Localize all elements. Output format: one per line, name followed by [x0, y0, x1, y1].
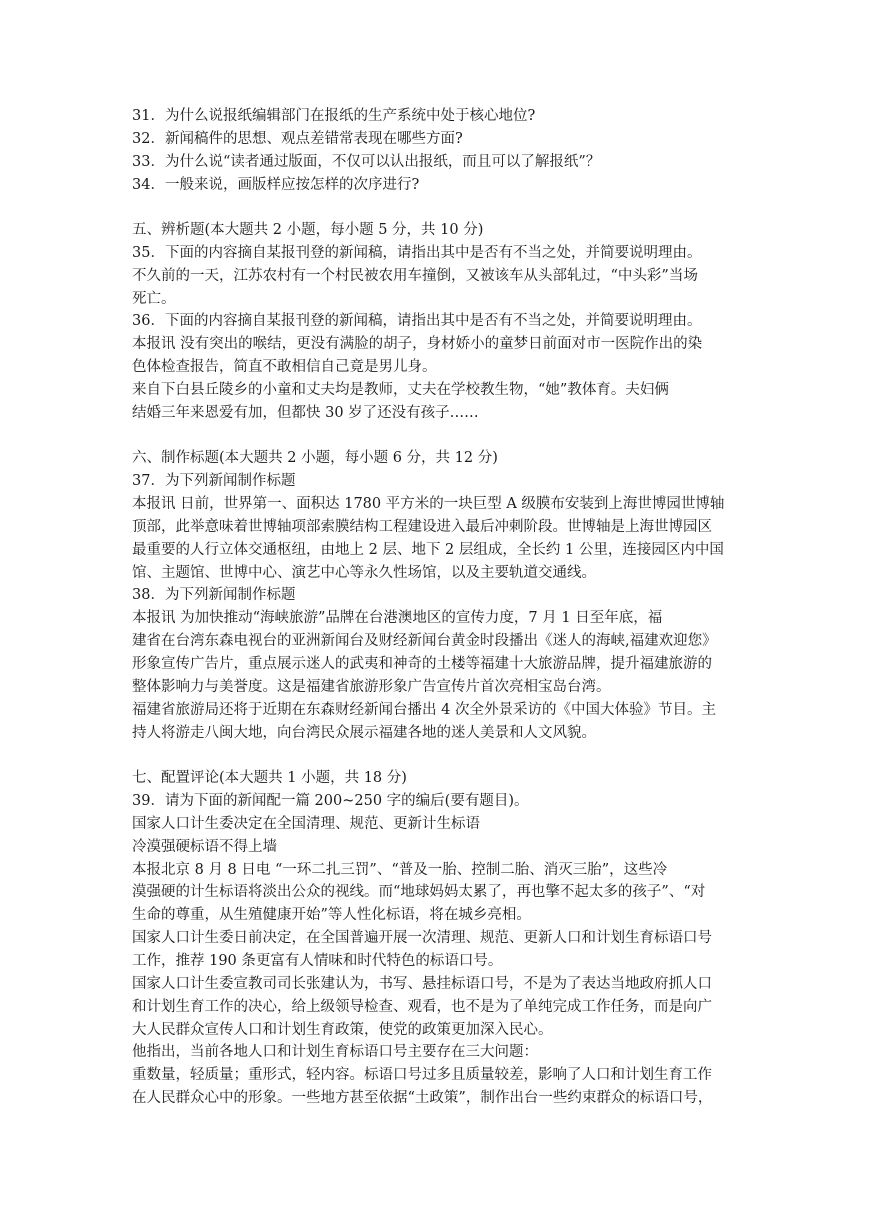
section-7-heading: 七、配置评论(本大题共 1 小题，共 18 分) — [132, 770, 407, 786]
question-39-prompt: 39．请为下面的新闻配一篇 200~250 字的编后(要有题目)。 — [132, 793, 529, 809]
question-38-prompt: 38．为下列新闻制作标题 — [132, 587, 296, 603]
question-38-text: 形象宣传广告片，重点展示迷人的武夷和神奇的土楼等福建十大旅游品牌，提升福建旅游的 — [132, 656, 712, 672]
question-39-text: 工作，推荐 190 条更富有人情味和时代特色的标语口号。 — [132, 953, 503, 969]
question-38-text: 建省在台湾东森电视台的亚洲新闻台及财经新闻台黄金时段播出《迷人的海峡,福建欢迎您》 — [132, 633, 717, 649]
question-36-prompt: 36．下面的内容摘自某报刊登的新闻稿，请指出其中是否有不当之处，并简要说明理由。 — [132, 313, 702, 329]
question-37-prompt: 37．为下列新闻制作标题 — [132, 473, 296, 489]
question-35-text: 不久前的一天，江苏农村有一个村民被农用车撞倒，又被该车从头部轧过，“中头彩”当场 — [132, 268, 698, 284]
question-39-text: 本报北京 8 月 8 日电 “一环二扎三罚”、“普及一胎、控制二胎、消灭三胎”，这些冷 — [132, 862, 668, 878]
question-38-text: 福建省旅游局还将于近期在东森财经新闻台播出 4 次全外景采访的《中国大体验》节目。主 — [132, 702, 716, 718]
question-35-text: 死亡。 — [132, 291, 176, 307]
section-6-heading: 六、制作标题(本大题共 2 小题，每小题 6 分，共 12 分) — [132, 450, 498, 466]
question-38-text: 持人将游走八闽大地，向台湾民众展示福建各地的迷人美景和人文风貌。 — [132, 725, 596, 741]
question-34: 34．一般来说，画版样应按怎样的次序进行? — [132, 177, 420, 193]
question-33: 33．为什么说“读者通过版面，不仅可以认出报纸，而且可以了解报纸”？ — [132, 154, 601, 170]
news-headline: 国家人口计生委决定在全国清理、规范、更新计生标语 — [132, 816, 480, 832]
question-36-text: 本报讯 没有突出的喉结，更没有满脸的胡子，身材娇小的童梦日前面对市一医院作出的染 — [132, 336, 703, 352]
question-37-text: 本报讯 日前，世界第一、面积达 1780 平方米的一块巨型 A 级膜布安装到上海世博园世博轴 — [132, 496, 725, 512]
question-36-text: 色体检查报告，简直不敢相信自己竟是男儿身。 — [132, 359, 437, 375]
question-37-text: 顶部，此举意味着世博轴项部索膜结构工程建设进入最后冲刺阶段。世博轴是上海世博园区 — [132, 519, 712, 535]
question-39-text: 重数量，轻质量；重形式，轻内容。标语口号过多且质量较差，影响了人口和计划生育工作 — [132, 1067, 712, 1083]
question-39-text: 国家人口计生委宣教司司长张建认为，书写、悬挂标语口号，不是为了表达当地政府抓人口 — [132, 976, 712, 992]
question-39-text: 大人民群众宣传人口和计划生育政策，使党的政策更加深入民心。 — [132, 1022, 553, 1038]
question-37-text: 馆、主题馆、世博中心、演艺中心等永久性场馆，以及主要轨道交通线。 — [132, 565, 596, 581]
question-32: 32．新闻稿件的思想、观点差错常表现在哪些方面? — [132, 131, 463, 147]
question-38-text: 整体影响力与美誉度。这是福建省旅游形象广告宣传片首次亮相宝岛台湾。 — [132, 679, 611, 695]
question-39-text: 在人民群众心中的形象。一些地方甚至依据“土政策”，制作出台一些约束群众的标语口号， — [132, 1090, 713, 1106]
section-5-heading: 五、辨析题(本大题共 2 小题，每小题 5 分，共 10 分) — [132, 222, 484, 238]
question-36-text: 来自下白县丘陵乡的小童和丈夫均是教师，丈夫在学校教生物，“她”教体育。夫妇俩 — [132, 382, 669, 398]
question-39-text: 他指出，当前各地人口和计划生育标语口号主要存在三大问题： — [132, 1044, 538, 1060]
news-subheadline: 冷漠强硬标语不得上墙 — [132, 839, 277, 855]
question-39-text: 生命的尊重，从生殖健康开始”等人性化标语，将在城乡亮相。 — [132, 907, 531, 923]
question-39-text: 漠强硬的计生标语将淡出公众的视线。而“地球妈妈太累了，再也擎不起太多的孩子”、“对 — [132, 884, 706, 900]
question-39-text: 和计划生育工作的决心，给上级领导检查、观看，也不是为了单纯完成工作任务，而是向广 — [132, 999, 712, 1015]
question-37-text: 最重要的人行立体交通枢纽，由地上 2 层、地下 2 层组成，全长约 1 公里，连接园区内中国 — [132, 542, 724, 558]
question-38-text: 本报讯 为加快推动“海峡旅游”品牌在台港澳地区的宣传力度，7 月 1 日至年底，福 — [132, 610, 663, 626]
question-39-text: 国家人口计生委日前决定，在全国普遍开展一次清理、规范、更新人口和计划生育标语口号 — [132, 930, 712, 946]
question-31: 31．为什么说报纸编辑部门在报纸的生产系统中处于核心地位? — [132, 108, 536, 124]
question-36-text: 结婚三年来恩爱有加，但都快 30 岁了还没有孩子…… — [132, 405, 479, 421]
question-35-prompt: 35．下面的内容摘自某报刊登的新闻稿，请指出其中是否有不当之处，并简要说明理由。 — [132, 245, 702, 261]
